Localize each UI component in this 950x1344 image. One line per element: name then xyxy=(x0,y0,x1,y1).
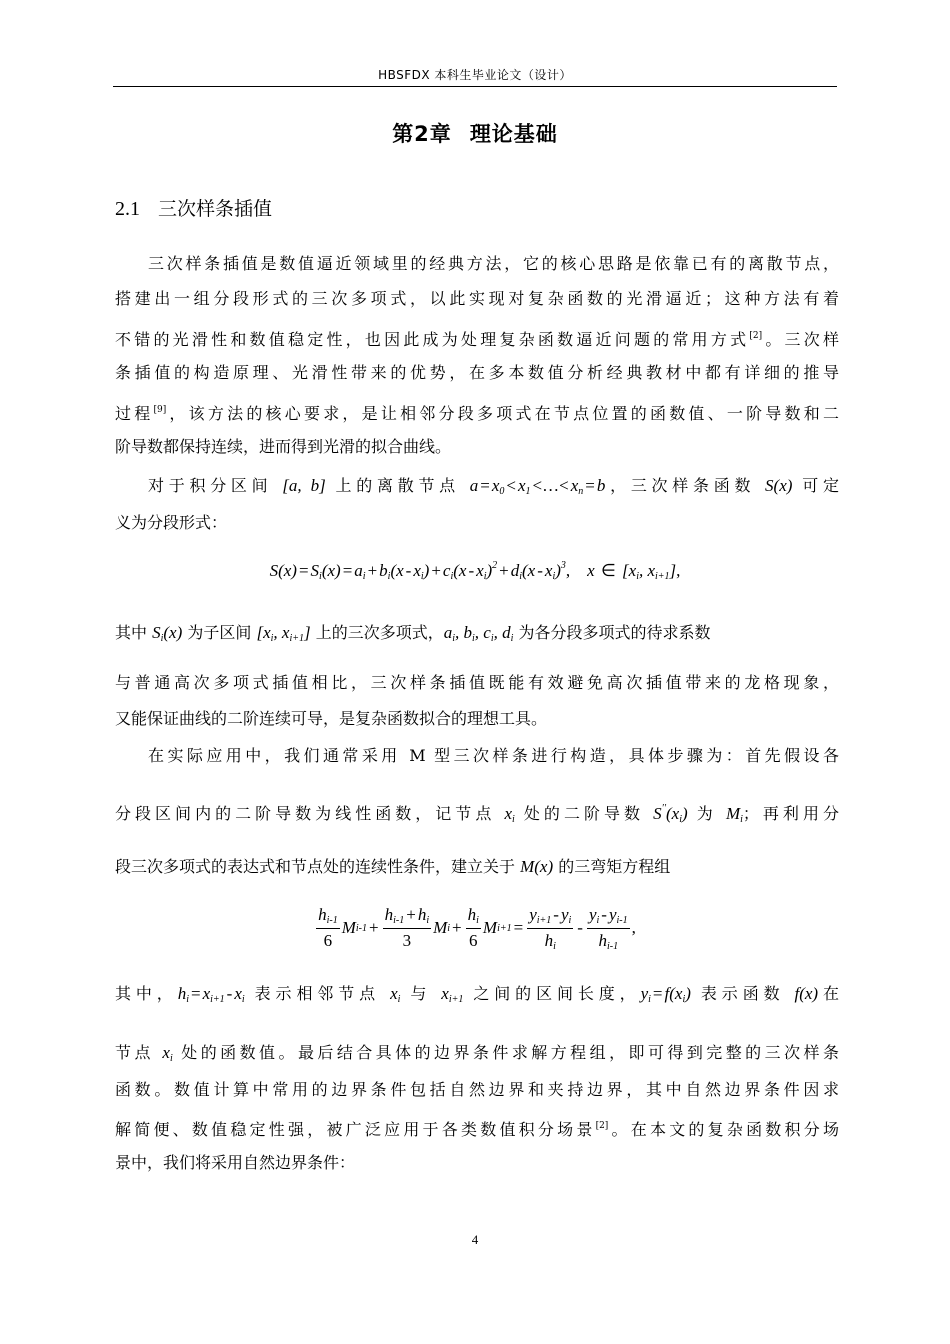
paragraph-line: 搭建出一组分段形式的三次多项式，以此实现对复杂函数的光滑逼近；这种方法有着 xyxy=(115,289,839,308)
paragraph-line: 过程[9]，该方法的核心要求，是让相邻分段多项式在节点位置的函数值、一阶导数和二 xyxy=(115,404,839,423)
paragraph-line: 段三次多项式的表达式和节点处的连续性条件，建立关于 M(x) 的三弯矩方程组 xyxy=(115,857,671,876)
section-title: 三次样条插值 xyxy=(158,198,273,220)
section-heading xyxy=(115,194,272,221)
paragraph-line: 阶导数都保持连续，进而得到光滑的拟合曲线。 xyxy=(115,437,452,456)
section-number: 2.1 xyxy=(115,198,140,220)
paragraph-line: 分段区间内的二阶导数为线性函数，记节点 $x_i$ 处的二阶导数 $S''(x_i)$ 为 $M_i$；再利用分 xyxy=(115,803,839,825)
header-rule xyxy=(113,86,837,87)
paragraph-line: 义为分段形式： xyxy=(115,513,228,532)
running-header: HBSFDX 本科生毕业论文（设计） xyxy=(378,68,572,82)
page-number: 4 xyxy=(471,1232,479,1247)
paragraph-line: 节点 $x_i$ 处的函数值。最后结合具体的边界条件求解方程组，即可得到完整的三次样条 xyxy=(115,1043,839,1064)
math-spline-function: S(x) xyxy=(765,476,793,495)
citation: [2] xyxy=(749,331,763,341)
math-interval: [a, b] xyxy=(282,476,326,495)
chapter-title: 理论基础 xyxy=(469,122,558,146)
paragraph-line: 其中 $S_i(x)$ 为子区间 [$x_i$, $x_{i+1}$] 上的三次多项式，$a_i$, $b_i$, $c_i$, $d_i$ 为各分段多项式的待求系数 xyxy=(115,623,711,644)
citation: [2] xyxy=(595,1121,609,1131)
paragraph-line: 不错的光滑性和数值稳定性，也因此成为处理复杂函数逼近问题的常用方式[2]。三次样 xyxy=(115,330,839,349)
paragraph-line: 解简便、数值稳定性强，被广泛应用于各类数值积分场景[2]。在本文的复杂函数积分场 xyxy=(115,1120,839,1139)
paragraph-line: 在实际应用中，我们通常采用 M 型三次样条进行构造，具体步骤为：首先假设各 xyxy=(148,746,839,765)
chapter-heading xyxy=(0,118,950,148)
paragraph-line: 条插值的构造原理、光滑性带来的优势，在多本数值分析经典教材中都有详细的推导 xyxy=(115,363,839,382)
equation-three-moment: $\frac{h_{i-1}}{6}$ M i-1 + $\frac{h_{i-1} + h_i}{3}$ M i + $\frac{h_i}{6}$ M i+1 = $\frac{y_{i+1} - y_i}{h_i}$ - $\frac{y_i - y_{i-1}}{h_{i-1}}$ , xyxy=(318,904,636,952)
paragraph-line: 又能保证曲线的二阶连续可导，是复杂函数拟合的理想工具。 xyxy=(115,709,548,728)
math-nodes: $a = x_0 < x_1$ <…< $x_n = b$ xyxy=(469,476,606,497)
paragraph-line: 景中，我们将采用自然边界条件： xyxy=(115,1153,356,1172)
paragraph-line: 三次样条插值是数值逼近领域里的经典方法，它的核心思路是依靠已有的离散节点， xyxy=(148,254,839,273)
paragraph-line: 对于积分区间 [a, b] 上的离散节点 $a = x_0 < x_1$ <…< $x_n = b$，三次样条函数 S(x) 可定 xyxy=(148,476,839,497)
paragraph-line: 与普通高次多项式插值相比，三次样条插值既能有效避免高次插值带来的龙格现象， xyxy=(115,673,839,692)
equation-spline-definition: $S(x) = S_i(x) = a_i + b_i(x - x_i) + c_i(x - x_i)^2 + d_i(x - x_i)^3$, x ∈ [$x_i$, $x_{i+1}$], xyxy=(269,560,681,582)
paragraph-line: 函数。数值计算中常用的边界条件包括自然边界和夹持边界，其中自然边界条件因求 xyxy=(115,1080,839,1099)
paragraph-line: 其中，$h_i = x_{i+1} - x_i$ 表示相邻节点 $x_i$ 与 $x_{i+1}$ 之间的区间长度，$y_i = f(x_i)$ 表示函数 f(x)在 xyxy=(115,984,839,1005)
chapter-number: 第2章 xyxy=(392,122,452,146)
citation: [9] xyxy=(153,405,167,415)
